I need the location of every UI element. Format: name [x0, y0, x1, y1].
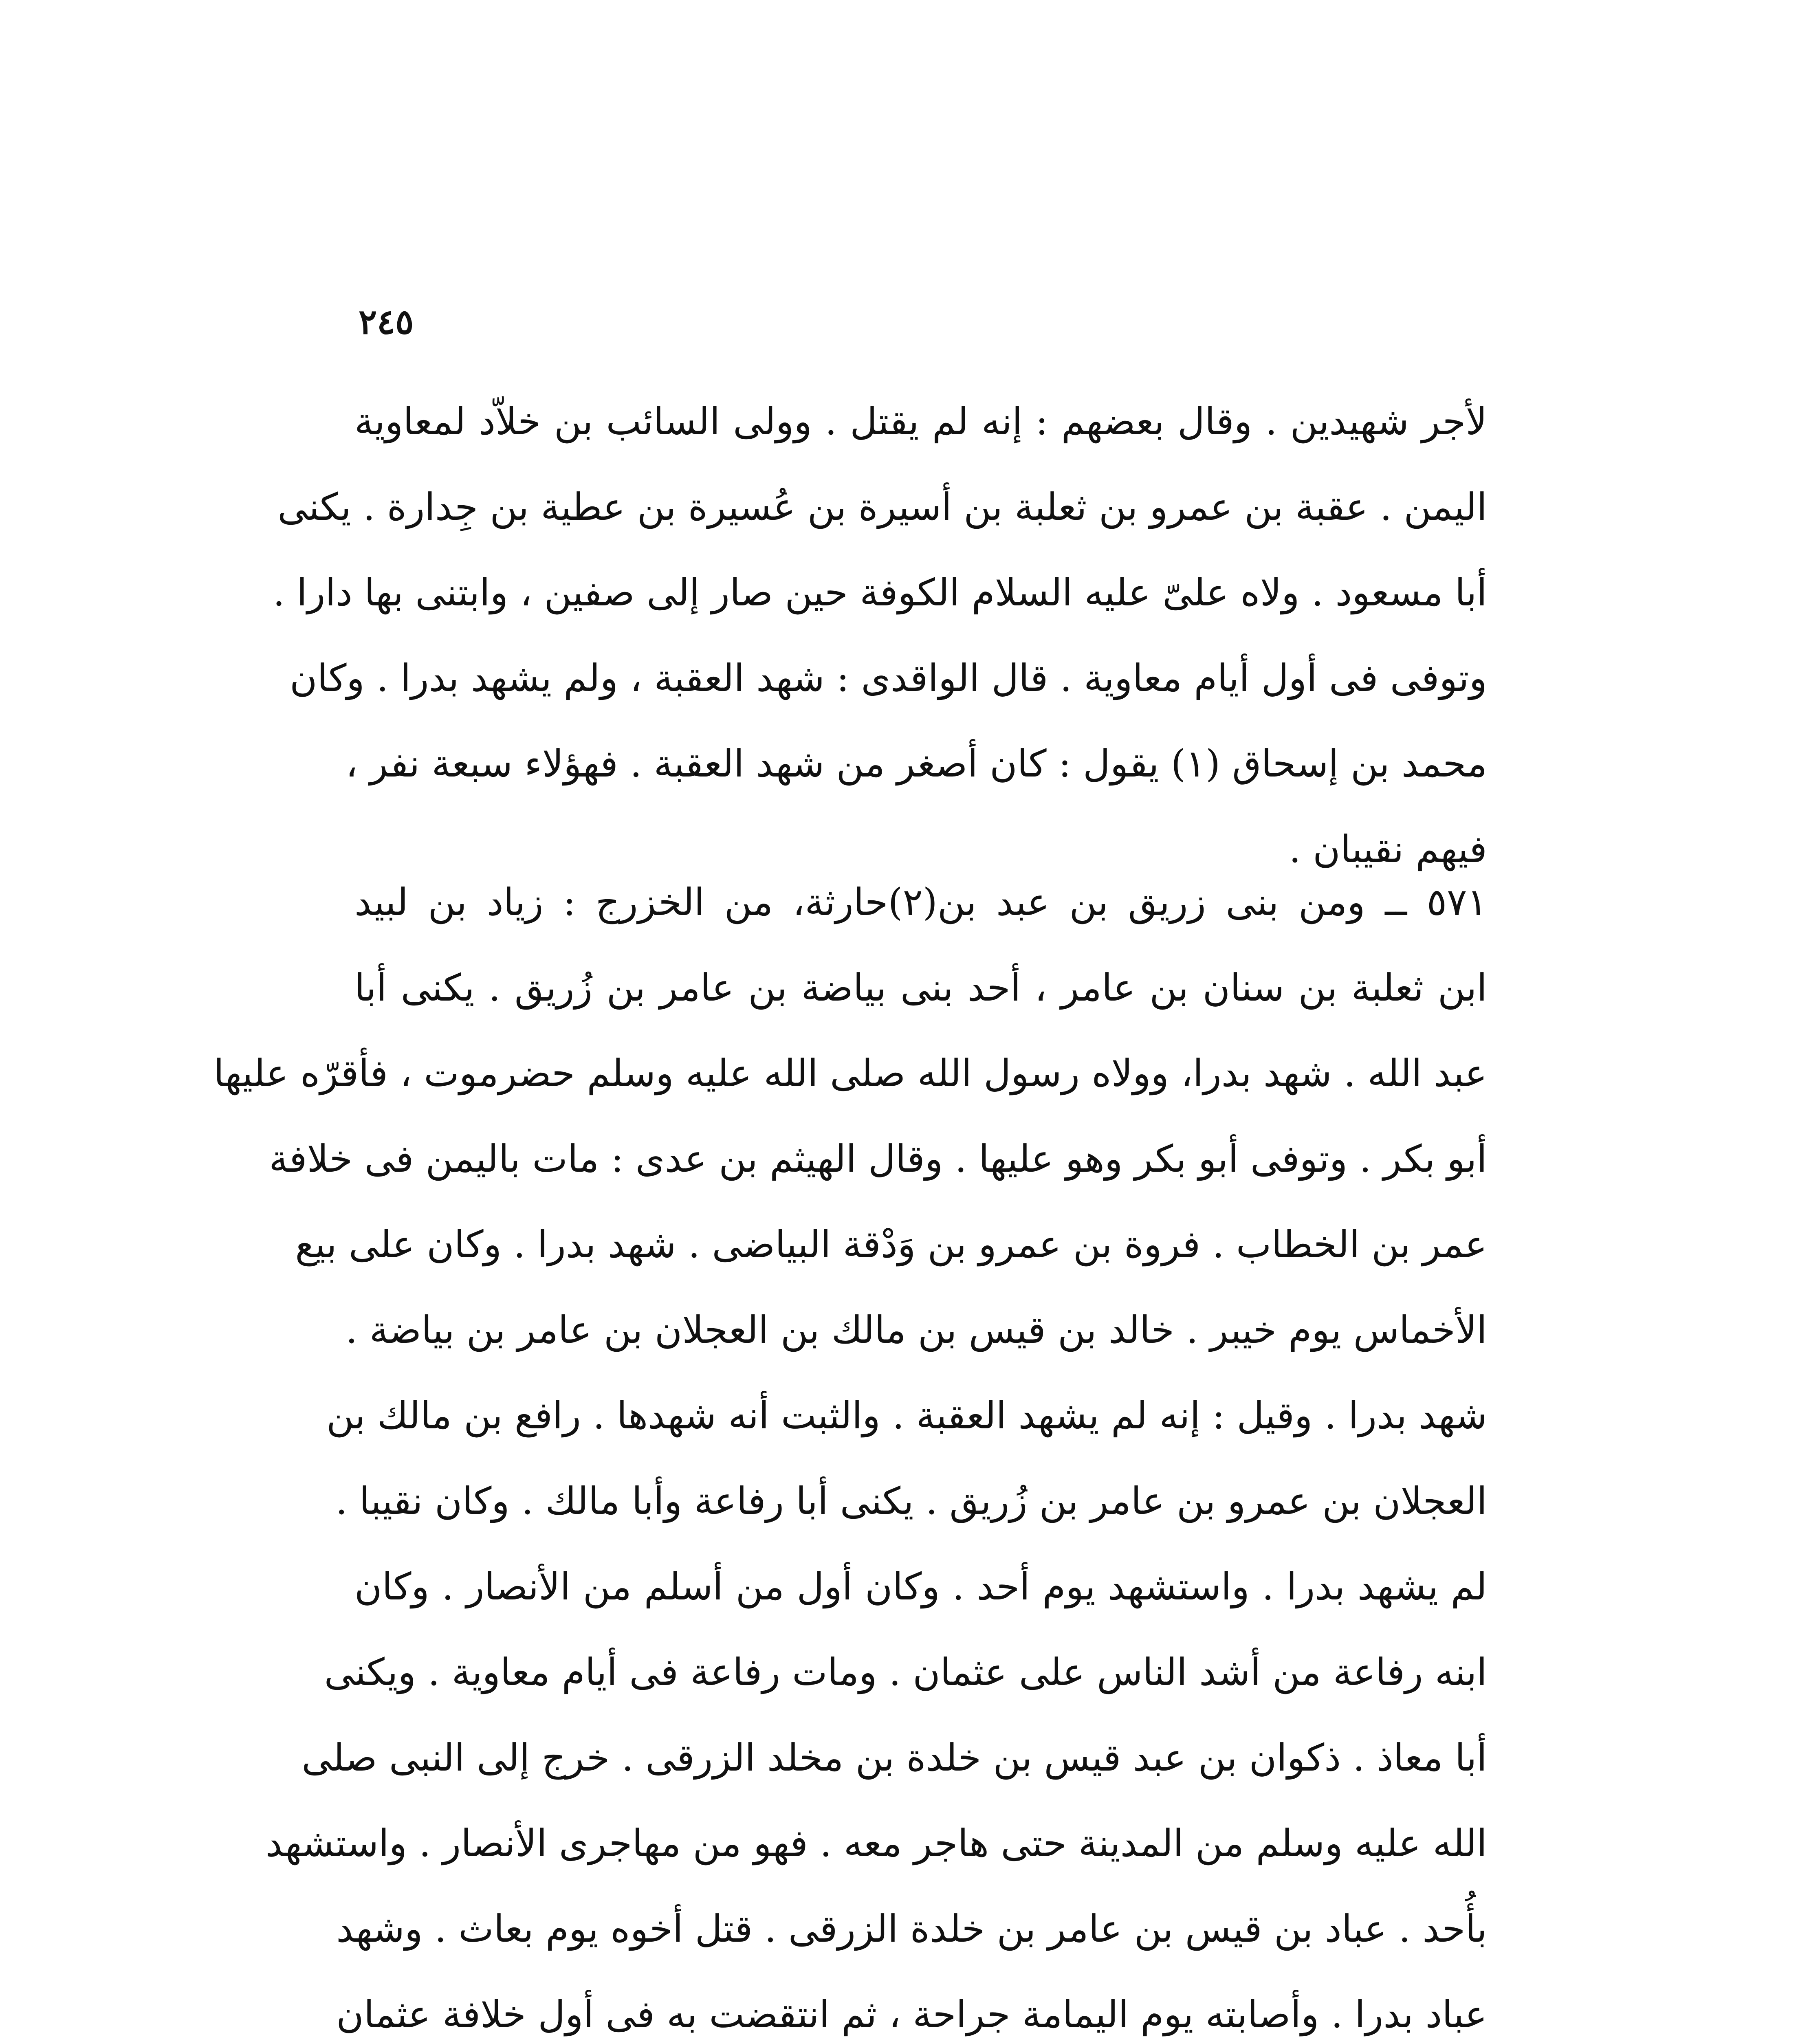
text-line: أبا مسعود . ولاه علىّ عليه السلام الكوفة حين صار إلى صفين ، وابتنى بها دارا . — [273, 571, 1487, 614]
text-line: وتوفى فى أول أيام معاوية . قال الواقدى : شهد العقبة ، ولم يشهد بدرا . وكان — [290, 656, 1487, 700]
text-line: الأخماس يوم خيبر . خالد بن قيس بن مالك بن العجلان بن عامر بن بياضة . — [346, 1308, 1487, 1352]
page-number: ٢٤٥ — [359, 301, 414, 342]
paragraph-1 — [273, 379, 1487, 892]
text-line: شهد بدرا . وقيل : إنه لم يشهد العقبة . والثبت أنه شهدها . رافع بن مالك بن — [326, 1394, 1487, 1437]
text-line: عمر بن الخطاب . فروة بن عمرو بن وَدْقة البياضى . شهد بدرا . وكان على بيع — [295, 1223, 1487, 1266]
text-line: عبد الله . شهد بدرا، وولاه رسول الله صلى الله عليه وسلم حضرموت ، فأقرّه عليها — [213, 1051, 1487, 1095]
paragraph-2 — [213, 860, 1487, 2037]
text-line: أبو بكر . وتوفى أبو بكر وهو عليها . وقال الهيثم بن عدى : مات باليمن فى خلافة — [269, 1137, 1487, 1181]
text-line: لأجر شهيدين . وقال بعضهم : إنه لم يقتل . وولى السائب بن خلاّد لمعاوية — [354, 400, 1487, 443]
text-line: محمد بن إسحاق (١) يقول : كان أصغر من شهد العقبة . فهؤلاء سبعة نفر ، — [346, 742, 1487, 785]
text-line: فيهم نقيبان . — [1289, 827, 1487, 871]
text-line: العجلان بن عمرو بن عامر بن زُريق . يكنى أبا رفاعة وأبا مالك . وكان نقيبا . — [335, 1479, 1487, 1523]
text-line: ابنه رفاعة من أشد الناس على عثمان . ومات رفاعة فى أيام معاوية . ويكنى — [324, 1650, 1487, 1694]
text-line: لم يشهد بدرا . واستشهد يوم أحد . وكان أول من أسلم من الأنصار . وكان — [354, 1565, 1487, 1608]
text-line: الله عليه وسلم من المدينة حتى هاجر معه . فهو من مهاجرى الأنصار . واستشهد — [265, 1821, 1487, 1865]
text-line: ٥٧١ ــ ومن بنى زريق بن عبد بن(٢)حارثة، من الخزرج : زياد بن لبيد — [354, 880, 1487, 924]
text-line: ابن ثعلبة بن سنان بن عامر ، أحد بنى بياضة بن عامر بن زُريق . يكنى أبا — [354, 966, 1487, 1010]
text-line: اليمن . عقبة بن عمرو بن ثعلبة بن أسيرة بن عُسيرة بن عطية بن جِدارة . يكنى — [277, 485, 1487, 529]
text-line: أبا معاذ . ذكوان بن عبد قيس بن خلدة بن مخلد الزرقى . خرج إلى النبى صلى — [301, 1736, 1487, 1780]
text-line: عباد بدرا . وأصابته يوم اليمامة جراحة ، ثم انتقضت به فى أول خلافة عثمان — [336, 1993, 1487, 2036]
text-line: بأُحد . عباد بن قيس بن عامر بن خلدة الزرقى . قتل أخوه يوم بعاث . وشهد — [336, 1907, 1487, 1951]
